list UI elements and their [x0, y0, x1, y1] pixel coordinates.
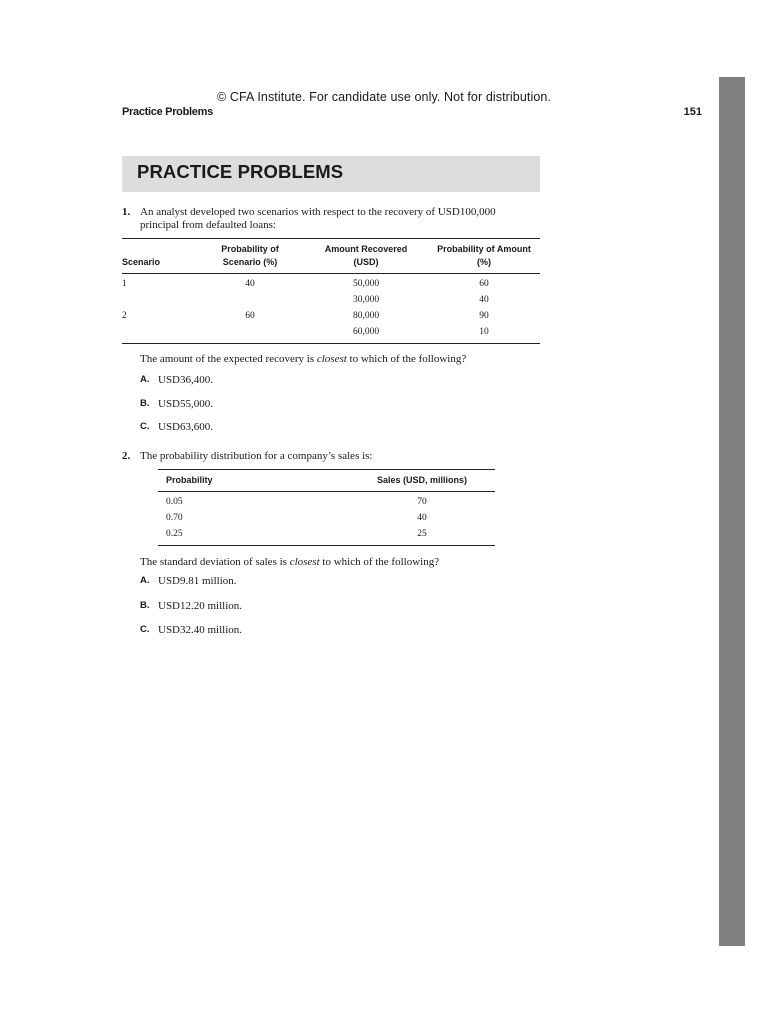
- cell-amount-recovered: 30,000: [352, 295, 380, 305]
- cell-amount-recovered: 60,000: [352, 327, 380, 337]
- header-scenario: Scenario: [122, 257, 161, 267]
- option-text: USD63,600.: [158, 421, 214, 433]
- stem-text: to which of the following?: [319, 556, 440, 568]
- cell-probability-of-scenario: 60: [245, 311, 255, 321]
- cell-amount-recovered: 50,000: [352, 279, 380, 289]
- option-letter: C.: [140, 624, 150, 635]
- copyright-notice: © CFA Institute. For candidate use only. Not for distribution.: [216, 90, 552, 104]
- question-text-line-1: The probability distribution for a company’s sales is:: [140, 450, 373, 462]
- page-number: 151: [683, 106, 702, 118]
- option-letter: A.: [140, 374, 150, 385]
- stem-text: The amount of the expected recovery is: [140, 353, 317, 365]
- question-text-line-2: principal from defaulted loans:: [140, 219, 276, 231]
- header-probability-of-amount-line-1: Probability of Amount: [437, 244, 531, 254]
- table-top-rule: [122, 238, 540, 239]
- question-text-line-1: An analyst developed two scenarios with respect to the recovery of USD100,000: [140, 206, 496, 218]
- header-sales: Sales (USD, millions): [376, 475, 468, 485]
- cell-probability-of-amount: 10: [479, 327, 489, 337]
- cell-probability-of-scenario: 40: [245, 279, 255, 289]
- table-header-rule: [158, 491, 495, 492]
- cell-probability-of-amount: 60: [479, 279, 489, 289]
- header-probability-of-amount-line-2: (%): [477, 257, 491, 267]
- table-bottom-rule: [158, 545, 495, 546]
- table-top-rule: [158, 469, 495, 470]
- cell-probability-of-amount: 90: [479, 311, 489, 321]
- question-number: 1.: [122, 206, 131, 218]
- question-stem: [140, 353, 466, 365]
- cell-scenario: 1: [122, 279, 127, 289]
- cell-probability: 0.70: [166, 513, 183, 523]
- option-text: USD36,400.: [158, 374, 214, 386]
- option-letter: A.: [140, 575, 150, 586]
- cell-sales: 70: [417, 497, 427, 507]
- cell-probability: 0.05: [166, 497, 183, 507]
- header-probability-of-scenario-line-2: Scenario (%): [222, 257, 278, 267]
- option-text: USD9.81 million.: [158, 575, 237, 587]
- header-amount-recovered-line-1: Amount Recovered: [324, 244, 408, 254]
- stem-emphasis: closest: [289, 556, 320, 568]
- table-header-rule: [122, 273, 540, 274]
- option-text: USD55,000.: [158, 398, 214, 410]
- table-bottom-rule: [122, 343, 540, 344]
- option-letter: C.: [140, 421, 150, 432]
- section-title: PRACTICE PROBLEMS: [137, 161, 344, 182]
- cell-sales: 40: [417, 513, 427, 523]
- question-stem: [140, 556, 439, 568]
- header-probability: Probability: [166, 475, 213, 485]
- cell-sales: 25: [417, 529, 427, 539]
- question-number: 2.: [122, 450, 131, 462]
- page-edge-tab: [719, 77, 745, 946]
- option-letter: B.: [140, 600, 150, 611]
- running-head: Practice Problems: [122, 106, 213, 118]
- cell-probability: 0.25: [166, 529, 183, 539]
- cell-probability-of-amount: 40: [479, 295, 489, 305]
- stem-text: The standard deviation of sales is: [140, 556, 290, 568]
- option-letter: B.: [140, 398, 150, 409]
- stem-emphasis: closest: [316, 353, 347, 365]
- cell-scenario: 2: [122, 311, 127, 321]
- option-text: USD32.40 million.: [158, 624, 243, 636]
- header-probability-of-scenario-line-1: Probability of: [221, 244, 279, 254]
- stem-text: to which of the following?: [346, 353, 467, 365]
- header-amount-recovered-line-2: (USD): [353, 257, 379, 267]
- option-text: USD12.20 million.: [158, 600, 243, 612]
- cell-amount-recovered: 80,000: [352, 311, 380, 321]
